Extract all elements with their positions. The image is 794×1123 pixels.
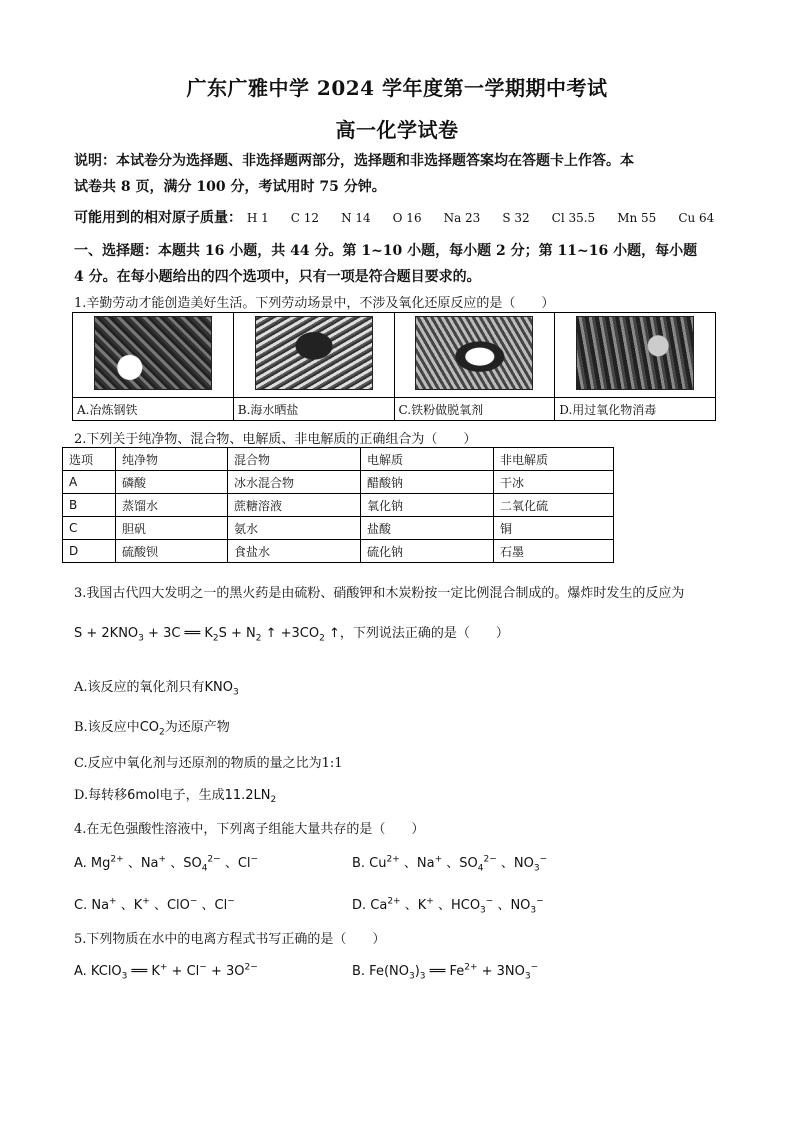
- table-cell: B: [63, 494, 116, 517]
- table-cell: 干冰: [494, 471, 614, 494]
- table-row: [63, 540, 614, 563]
- q5-stem: 5.下列物质在水中的电离方程式书写正确的是（ ）: [74, 932, 386, 947]
- q3-option-d-text2: 电子，生成: [159, 788, 225, 803]
- q2-header-cell: 混合物: [228, 448, 361, 471]
- q3-option-d-text: D.每转移: [74, 788, 128, 803]
- q3-option-a-formula: $KNO_3$: [204, 680, 239, 698]
- atomic-mass-item: Mn 55: [617, 211, 657, 225]
- table-cell: C: [63, 517, 116, 540]
- peroxide-disinfection-image: [576, 316, 694, 390]
- table-cell: 磷酸: [116, 471, 228, 494]
- atomic-mass-row: [74, 207, 736, 227]
- table-cell: 盐酸: [361, 517, 494, 540]
- table-row: [63, 517, 614, 540]
- q4-stem: 4.在无色强酸性溶液中，下列离子组能大量共存的是（ ）: [74, 822, 425, 837]
- atomic-mass-item: Cu 64: [678, 211, 715, 225]
- table-cell: 硫酸钡: [116, 540, 228, 563]
- q3-option-a-text: A.该反应的氧化剂只有: [74, 680, 205, 695]
- table-cell: 胆矾: [116, 517, 228, 540]
- q1-pic-a-cell: [73, 313, 234, 398]
- iron-powder-deoxidizer-image: [415, 316, 533, 390]
- atomic-mass-item: O 16: [392, 211, 422, 225]
- q2-header-cell: 非电解质: [494, 448, 614, 471]
- table-cell: 石墨: [494, 540, 614, 563]
- q3-equation-tail: ，下列说法正确的是（ ）: [339, 626, 509, 641]
- table-cell: 硫化钠: [361, 540, 494, 563]
- q3-option-d: [74, 784, 276, 805]
- table-row: [63, 494, 614, 517]
- atomic-mass-item: C 12: [290, 211, 320, 225]
- q3-option-d-subscript: 2: [270, 795, 277, 805]
- instructions-line1: 说明：本试卷分为选择题、非选择题两部分，选择题和非选择题答案均在答题卡上作答。本: [74, 153, 634, 169]
- steel-smelting-image: [94, 316, 212, 390]
- instructions-line2: 试卷共 8 页，满分 100 分，考试用时 75 分钟。: [74, 179, 386, 195]
- q2-stem: 2.下列关于纯净物、混合物、电解质、非电解质的正确组合为（ ）: [74, 432, 477, 447]
- q4-option-a: A. $Mg^{2+}$ 、Na+ 、$SO_4^{2-}$ 、Cl−: [74, 854, 259, 874]
- q2-header-cell: 选项: [63, 448, 116, 471]
- table-cell: 冰水混合物: [228, 471, 361, 494]
- q3-option-d-value2: 11.2LN: [224, 788, 271, 803]
- atomic-mass-item: S 32: [502, 211, 530, 225]
- q1-pic-b-cell: [233, 313, 394, 398]
- q1-stem: 1.辛勤劳动才能创造美好生活。下列劳动场景中，不涉及氧化还原反应的是（ ）: [74, 296, 555, 311]
- table-cell: 二氧化硫: [494, 494, 614, 517]
- exam-title: 广东广雅中学 2024 学年度第一学期期中考试: [186, 76, 608, 100]
- q1-options-table: [72, 312, 716, 421]
- table-cell: 氧化钠: [361, 494, 494, 517]
- q3-option-b-text: B.该反应中: [74, 720, 140, 735]
- q4-option-d: D. $Ca^{2+}$ 、K+ 、$HCO_3^-$ 、$NO_3^-$: [352, 896, 544, 916]
- table-cell: A: [63, 471, 116, 494]
- table-cell: 氨水: [228, 517, 361, 540]
- q2-header-cell: 电解质: [361, 448, 494, 471]
- q3-option-c: C.反应中氧化剂与还原剂的物质的量之比为1:1: [74, 756, 343, 771]
- table-row: [63, 471, 614, 494]
- section1-line1: 一、选择题：本题共 16 小题，共 44 分。第 1~10 小题，每小题 2 分；第 11~16 小题，每小题: [74, 243, 698, 259]
- q4-option-c: C. Na+ 、K+ 、ClO− 、Cl−: [74, 896, 235, 913]
- table-cell: 蒸馏水: [116, 494, 228, 517]
- q3-stem: 3.我国古代四大发明之一的黑火药是由硫粉、硝酸钾和木炭粉按一定比例混合制成的。爆炸时发生的反应为: [74, 586, 685, 601]
- q4-option-b: B. $Cu^{2+}$ 、Na+ 、$SO_4^{2-}$ 、$NO_3^-$: [352, 854, 548, 874]
- atomic-mass-item: H 1: [246, 211, 269, 225]
- q2-header-cell: 纯净物: [116, 448, 228, 471]
- atomic-mass-list: [247, 211, 736, 225]
- q3-option-b-formula: $CO_2$: [139, 720, 165, 738]
- q3-option-a: [74, 676, 239, 698]
- table-cell: 食盐水: [228, 540, 361, 563]
- table-cell: D: [63, 540, 116, 563]
- q3-reaction-formula: $S + 2KNO_3 + 3C$ ══ $K_2S + N_2$ ↑ $+3CO_2$ ↑: [74, 626, 340, 644]
- q1-pic-c-cell: [394, 313, 555, 398]
- sea-salt-image: [255, 316, 373, 390]
- q2-table: [62, 447, 614, 563]
- q1-option-b: B.海水晒盐: [233, 398, 394, 421]
- q1-pic-d-cell: [555, 313, 716, 398]
- q5-option-b: B. $Fe(NO_3)_3$ ══ $Fe^{2+} + 3NO_3^-$: [352, 962, 539, 982]
- exam-subtitle: 高一化学试卷: [335, 118, 459, 142]
- q3-equation: [74, 622, 509, 644]
- q1-option-a: A.冶炼钢铁: [73, 398, 234, 421]
- atomic-mass-label: 可能用到的相对原子质量：: [74, 210, 242, 226]
- q2-table-header: [63, 448, 614, 471]
- atomic-mass-item: Cl 35.5: [551, 211, 596, 225]
- q3-option-d-value: 6mol: [127, 788, 160, 803]
- q1-option-c: C.铁粉做脱氧剂: [394, 398, 555, 421]
- q3-option-b-text2: 为还原产物: [164, 720, 230, 735]
- q3-option-b: [74, 716, 230, 738]
- atomic-mass-item: Na 23: [443, 211, 481, 225]
- q1-option-d: D.用过氧化物消毒: [555, 398, 716, 421]
- section1-line2: 4 分。在每小题给出的四个选项中，只有一项是符合题目要求的。: [74, 269, 481, 285]
- q5-option-a: A. KClO$_3$ ══ $K^+ + Cl^- + 3O^{2-}$: [74, 962, 258, 982]
- table-cell: 铜: [494, 517, 614, 540]
- table-cell: 醋酸钠: [361, 471, 494, 494]
- atomic-mass-item: N 14: [341, 211, 371, 225]
- table-cell: 蔗糖溶液: [228, 494, 361, 517]
